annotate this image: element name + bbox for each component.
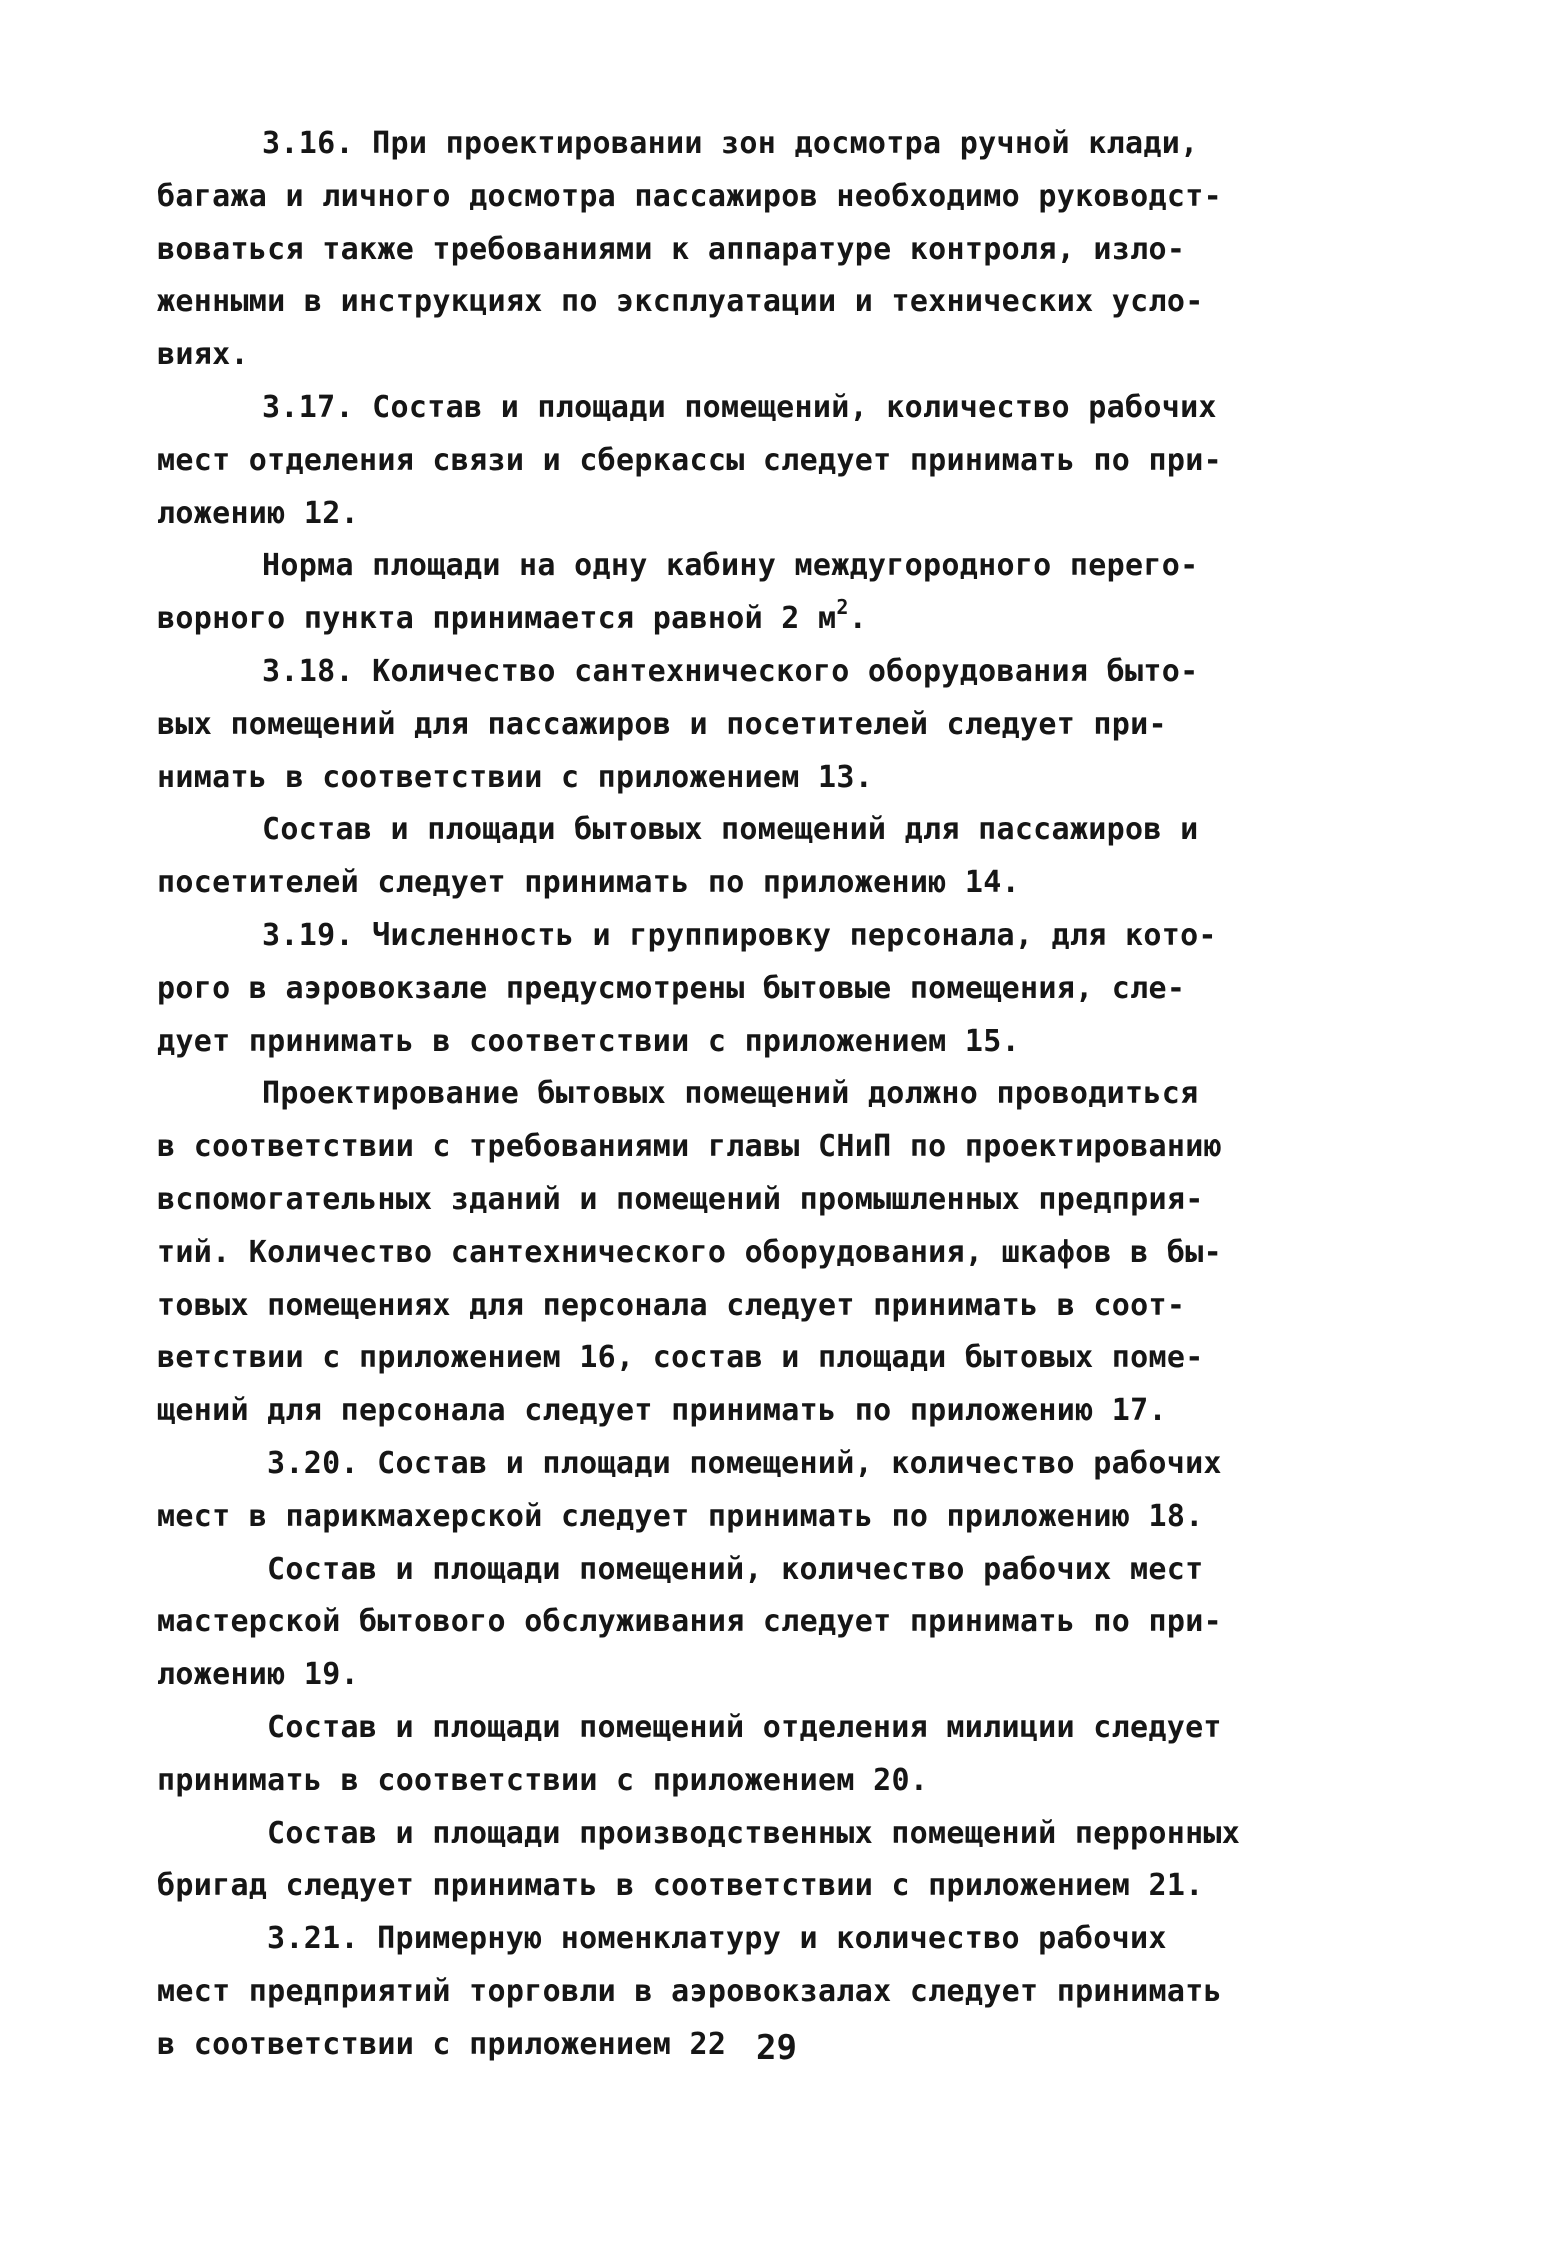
text-line: Состав и площади помещений отделения милиции следует <box>267 1709 1222 1745</box>
text-line: нимать в соответствии с приложением 13. <box>157 759 874 795</box>
text-line: ложению 12. <box>157 495 359 531</box>
text-line-with-superscript <box>157 593 1375 646</box>
text-line: 3.19. Численность и группировку персонала, для кото- <box>262 917 1217 953</box>
text-line: воваться также требованиями к аппаратуре контроля, изло- <box>157 231 1186 267</box>
page-number: 29 <box>756 2028 797 2068</box>
text-line: тий. Количество сантехнического оборудования, шкафов в бы- <box>157 1234 1222 1270</box>
text-line: 3.21. Примерную номенклатуру и количество рабочих <box>267 1921 1167 1957</box>
text-line: виях. <box>157 337 249 373</box>
text-fragment: ворного пункта принимается равной 2 м <box>157 601 837 637</box>
text-line: мастерской бытового обслуживания следует принимать по при- <box>157 1604 1222 1640</box>
text-line: 3.17. Состав и площади помещений, количество рабочих <box>262 389 1217 425</box>
text-line: мест отделения связи и сберкассы следует принимать по при- <box>157 442 1222 478</box>
text-line: ветствии с приложением 16, состав и площади бытовых поме- <box>157 1340 1204 1376</box>
text-line: 3.20. Состав и площади помещений, количество рабочих <box>267 1445 1222 1481</box>
text-line: бригад следует принимать в соответствии с приложением 21. <box>157 1868 1204 1904</box>
text-line: женными в инструкциях по эксплуатации и технических усло- <box>157 284 1204 320</box>
text-line: вспомогательных зданий и помещений промышленных предприя- <box>157 1181 1204 1217</box>
superscript: 2 <box>836 595 849 620</box>
text-fragment: . <box>848 601 868 637</box>
text-line: принимать в соответствии с приложением 20. <box>157 1762 929 1798</box>
text-line: посетителей следует принимать по приложению 14. <box>157 865 1020 901</box>
text-line: щений для персонала следует принимать по приложению 17. <box>157 1393 1167 1429</box>
text-line: ложению 19. <box>157 1657 359 1693</box>
text-line: Состав и площади помещений, количество рабочих мест <box>267 1551 1204 1587</box>
text-line: Состав и площади бытовых помещений для пассажиров и <box>262 812 1199 848</box>
text-line: товых помещениях для персонала следует принимать в соот- <box>157 1287 1186 1323</box>
text-line: багажа и личного досмотра пассажиров необходимо руководст- <box>157 178 1222 214</box>
text-line: 3.18. Количество сантехнического оборудования быто- <box>262 653 1199 689</box>
text-line: мест предприятий торговли в аэровокзалах следует принимать <box>157 1973 1222 2009</box>
text-line: мест в парикмахерской следует принимать по приложению 18. <box>157 1498 1204 1534</box>
document-body <box>157 118 1375 2071</box>
text-line: Норма площади на одну кабину междугородного перего- <box>262 548 1199 584</box>
text-line: рого в аэровокзале предусмотрены бытовые помещения, сле- <box>157 970 1186 1006</box>
text-line: дует принимать в соответствии с приложением 15. <box>157 1023 1020 1059</box>
text-line: вых помещений для пассажиров и посетителей следует при- <box>157 706 1167 742</box>
text-line: в соответствии с приложением 22 <box>157 2026 727 2062</box>
text-line: в соответствии с требованиями главы СНиП по проектированию <box>157 1129 1222 1165</box>
text-line: Проектирование бытовых помещений должно проводиться <box>262 1076 1199 1112</box>
text-line: Состав и площади производственных помещений перронных <box>267 1815 1241 1851</box>
text-line: 3.16. При проектировании зон досмотра ручной клади, <box>262 126 1199 161</box>
